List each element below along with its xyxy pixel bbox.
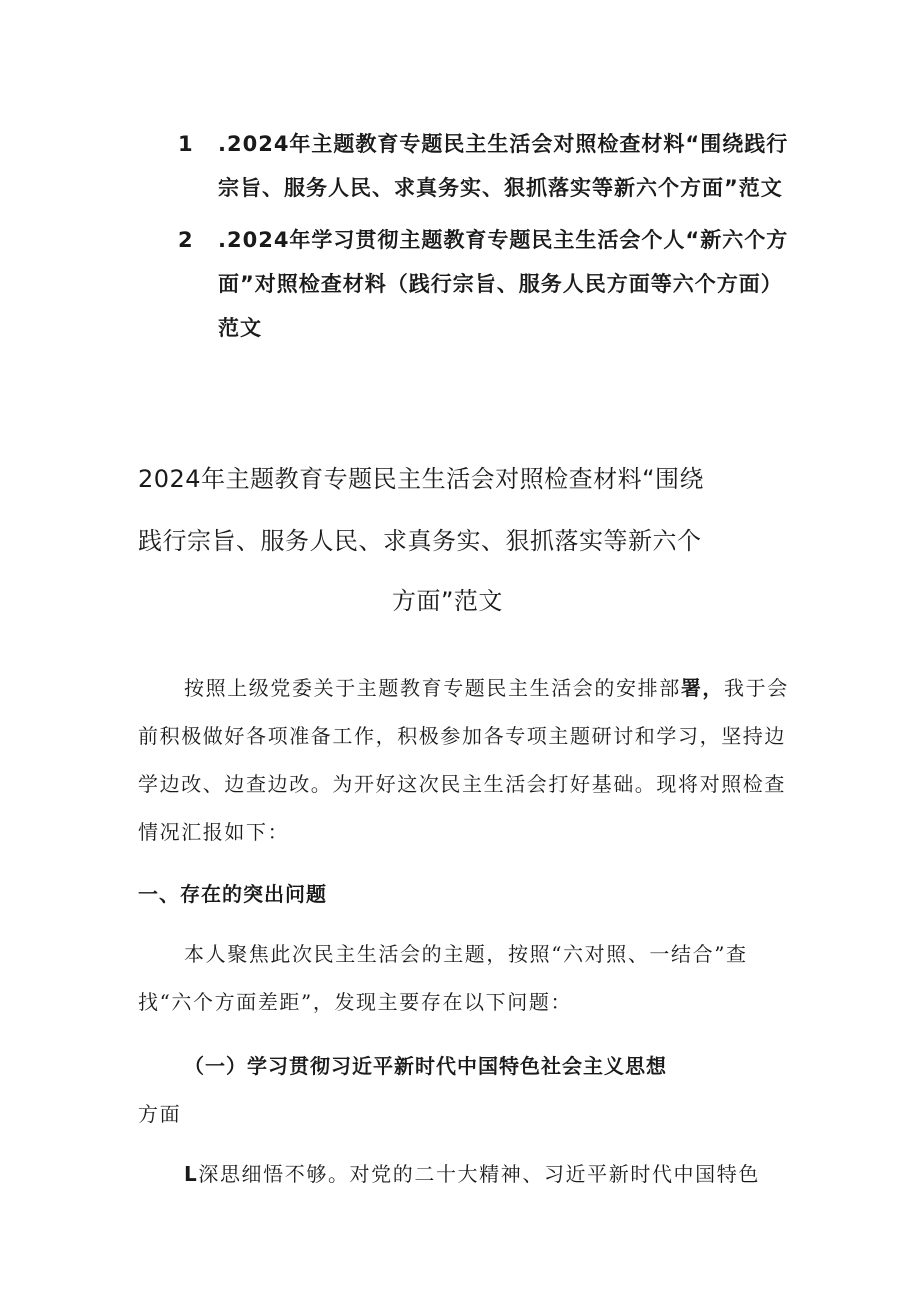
table-of-contents [178,122,798,358]
toc-item-2[interactable] [178,218,798,350]
document-title [138,454,778,626]
toc-item-text: .2024年学习贯彻主题教育专题民主生活会个人“新六个方面”对照检查材料（践行宗旨、服务人民方面等六个方面）范文 [218,228,789,340]
intro-text-1: 按照上级党委关于主题教育专题民主生活会的安排部 [184,676,681,700]
title-line-3: 方面”范文 [392,587,503,615]
section1-paragraph: 本人聚焦此次民主生活会的主题，按照“六对照、一结合”查找“六个方面差距”，发现主要存在以下问题： [138,942,748,1014]
document-body [138,664,798,1198]
toc-item-number: 1 [178,132,194,156]
item-paragraph-1 [138,1150,798,1198]
item-mark: L [184,1162,199,1186]
intro-paragraph [138,664,798,856]
subsection-heading-1-cont: 方面 [138,1102,182,1126]
intro-bold-char: 署， [680,676,725,700]
toc-item-1[interactable] [178,122,798,210]
toc-item-number: 2 [178,228,194,252]
intro-text-2: 我于会前积极做好各项准备工作，积极参加各专项主题研讨和学习，坚持边学边改、边查边改。为开好这次民主生活会打好基础。现将对照检查情况汇报如下： [138,676,789,844]
title-line-2: 践行宗旨、服务人民、求真务实、狠抓落实等新六个 [138,527,702,555]
subsection-heading-1: （一）学习贯彻习近平新时代中国特色社会主义思想 [184,1054,667,1078]
toc-item-text: .2024年主题教育专题民主生活会对照检查材料“围绕践行宗旨、服务人民、求真务实、狠抓落实等新六个方面”范文 [218,132,789,200]
title-line-1: 2024年主题教育专题民主生活会对照检查材料“围绕 [138,465,705,493]
item-text: 深思细悟不够。对党的二十大精神、习近平新时代中国特色 [198,1162,760,1186]
section-heading-1: 一、存在的突出问题 [138,882,327,906]
